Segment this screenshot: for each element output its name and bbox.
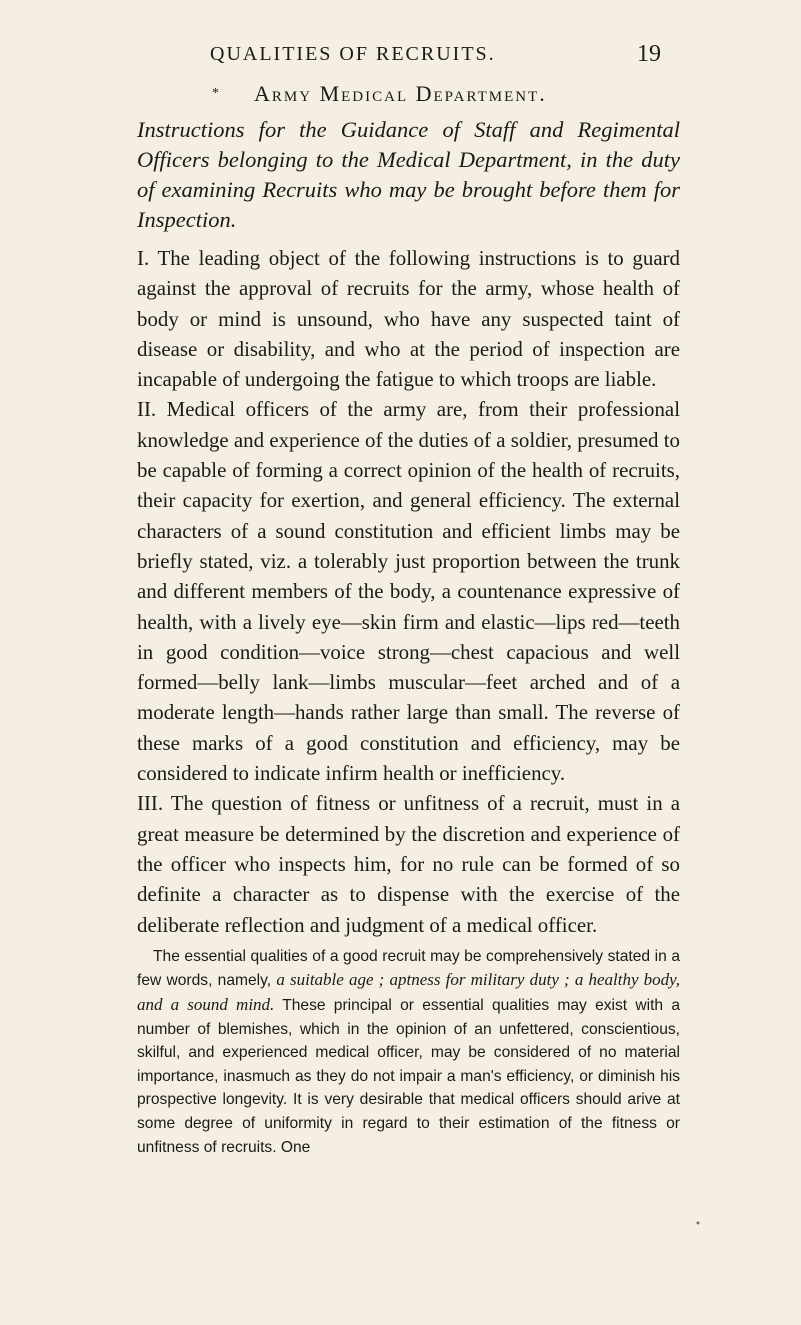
section-mark: * xyxy=(212,86,221,101)
paragraph-2: II. Medical officers of the army are, from their professional knowledge and experience of the duties of a soldier, presumed to be capable of forming a correct opinion of the health of recruits, their capacity for exertion, and general efficiency. The external characters of a sound constitution and efficient limbs may be briefly stated, viz. a tolerably just proportion between the trunk and different members of the body, a countenance expressive of health, with a lively eye—skin firm and elastic—lips red—teeth in good condition—voice strong—chest capacious and well formed—belly lank—limbs muscular—feet arched and of a moderate length—hands rather large than small. The reverse of these marks of a good constitution and efficiency, may be considered to indicate infirm health or inefficiency. xyxy=(137,397,680,786)
note-paragraph xyxy=(137,945,680,1159)
stray-mark: • xyxy=(695,1219,701,1230)
instructions-intro: Instructions for the Guidance of Staff and Regimental Officers belonging to the Medical Department, in the duty of examining Recruits who may be brought before them for Inspection. xyxy=(137,117,680,232)
section-title: Army Medical Department. xyxy=(254,81,547,106)
running-title: QUALITIES OF RECRUITS. xyxy=(210,43,496,65)
page-number: 19 xyxy=(637,41,661,67)
paragraph-1: I. The leading object of the following instructions is to guard against the approval of recruits for the army, whose health of body or mind is unsound, who have any suspected taint of disease or disability, and who at the period of inspection are incapable of undergoing the fatigue to which troops are liable. xyxy=(137,246,680,392)
paragraph-3: III. The question of fitness or unfitness of a recruit, must in a great measure be determined by the discretion and experience of the officer who inspects him, for no rule can be formed of so definite a character as to dispense with the exercise of the deliberate reflection and judgment of a medical officer. xyxy=(137,791,680,937)
note-text-1: The essential qualities of a good recruit may be comprehensively stated in a few words, namely, xyxy=(137,947,680,990)
body-text xyxy=(137,115,680,1159)
running-head xyxy=(0,40,801,70)
note-italic: a suitable age ; aptness for military duty ; a healthy body, and a sound mind. xyxy=(137,970,681,1015)
note-text-2: These principal or essential qualities may exist with a number of blemishes, which in the opinion of an unfettered, conscientious, skilful, and experienced medical officer, may be considered of no material importance, inasmuch as they do not impair a man's efficiency, or diminish his prospective longevity. It is very desirable that medical officers should arive at some degree of uniformity in regard to their estimation of the fitness or unfitness of recruits. One xyxy=(137,997,680,1156)
